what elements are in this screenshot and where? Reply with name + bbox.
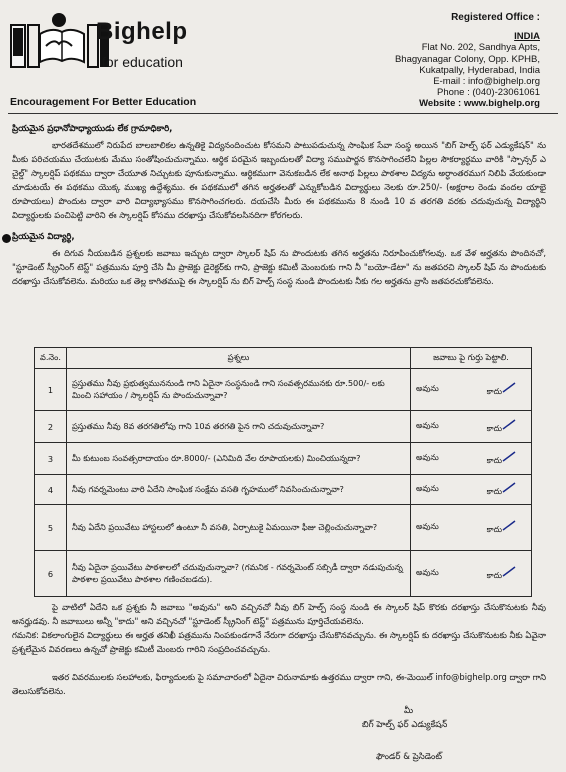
- answer-no[interactable]: కాదు: [487, 566, 516, 582]
- column-header-number: వ.నెం.: [35, 348, 67, 369]
- office-address-line: Kukatpally, Hyderabad, India: [419, 64, 540, 76]
- row-number: 2: [35, 411, 67, 443]
- table-row: [35, 443, 532, 475]
- answer-no[interactable]: కాదు: [487, 451, 516, 467]
- checkmark-icon: [502, 419, 516, 431]
- header-divider: [8, 113, 558, 114]
- intro-paragraph: భారతదేశములో నిరుపేద బాలబాలికల ఉన్నతికై విద్యనందించుట కోసమని పాటుపడుచున్న సాంఘిక సేవా సంస్థ అయిన "బిగ్ హెల్ప్ ఫర్ ఎడ్యుకేషన్" ను మీకు పరిచయము చేయుటకు మేము సంతోషించుచున్నాము. ఆర్థిక పరమైన ఇబ్బందులతో విద్యా సముపార్జన కొనసాగించలేని పిల్లల సౌకర్యార్థము వారికి "స్పాన్సర్ ఎ చైల్డ్" స్కాలర్షిప్ పథకము ద్వారా చేయూత నిచ్చుటకు పూనుకున్నాము. ఆర్థికముగా వెనుకబడిన లేక అనాథ పిల్లలు పాఠశాల విద్యను అర్ధాంతరముగ నిలిపి వేయకుండా చూడుటయే ఈ పథకము యొక్క ముఖ్య ఉద్దేశ్యము. ఈ పథకములో తగిన అర్హతలతో ఎన్నుకోబడిన విద్యార్థులు నెలకు రూ.250/- (అక్షరాల రెండు వందల యాభై రూపాయలు) పొందుట ద్వారా వారి విద్యాభ్యాసము కొనసాగించగలరు. దయచేసి మీరు ఈ పథకమును 8 నుండి 10 వ తరగతి వరకు చదువుచున్న విద్యార్థిని విద్యార్థులకు పంచిపెట్టి వారిని ఈ స్కాలర్షిప్ కోసము దరఖాస్తు చేసుకోవలసినదిగా కోరగలరు.: [12, 140, 546, 220]
- tagline: Encouragement For Better Education: [10, 96, 197, 108]
- row-number: 5: [35, 505, 67, 551]
- column-header-answer: జవాబు పై గుర్తు పెట్టాలి.: [411, 348, 532, 369]
- row-answer-cell: [411, 369, 532, 411]
- answer-no[interactable]: కాదు: [487, 520, 516, 536]
- checkmark-icon: [502, 520, 516, 532]
- registered-office: [340, 12, 540, 110]
- office-address-line: Flat No. 202, Sandhya Apts,: [421, 42, 540, 54]
- row-question: నీవు ఏదైనా ప్రయివేటు పాఠశాలలో చదువుచున్నావా? (గమనిక - గవర్నమెంట్ సబ్సిడీ ద్వారా నడుపుచున్న పాఠశాల ప్రయివేటు పాఠశాల గణించబడదు).: [66, 551, 410, 597]
- answer-yes[interactable]: అవును: [416, 384, 439, 393]
- office-address-line: Bhagyanagar Colony, Opp. KPHB,: [394, 53, 540, 65]
- table-row: [35, 475, 532, 505]
- row-number: 6: [35, 551, 67, 597]
- answer-yes[interactable]: అవును: [416, 453, 439, 462]
- checkmark-icon: [502, 382, 516, 394]
- row-question: ప్రస్తుతము నీవు ప్రభుత్వముననుండి గాని ఏదైనా సంస్థనుండి గాని సంవత్సరమునకు రూ.500/- లకు మించి సహాయం / స్కాలర్షిప్ ను పొందుచున్నావా?: [66, 369, 410, 411]
- contact-paragraph: ఇతర వివరములకు సలహాలకు, ఫిర్యాదులకు పై సమాచారంలో ఏదైనా చిరునామాకు ఉత్తరము ద్వారా గాని, ఈ-మెయిల్ info@bighelp.org ద్వారా గాని తెలుసుకోవలెను.: [12, 672, 546, 696]
- table-header-row: [35, 348, 532, 369]
- bighelp-logo-icon: [10, 10, 110, 76]
- table-row: [35, 551, 532, 597]
- office-country: INDIA: [514, 31, 540, 43]
- row-question: నీవు గవర్నమెంటు వారి ఏదేని సాంఘిక సంక్షేమ వసతి గృహములో నివసించుచున్నావా?: [66, 475, 410, 505]
- row-answer-cell: [411, 551, 532, 597]
- row-number: 4: [35, 475, 67, 505]
- row-answer-cell: [411, 475, 532, 505]
- answer-yes[interactable]: అవును: [416, 568, 439, 577]
- student-paragraph: ఈ దిగువ నీయబడిన ప్రశ్నలకు జవాబు ఇచ్చుట ద్వారా స్కాలర్ షిప్ ను పొందుటకు తగిన అర్హతను నిరూపించుకోగలవు. ఒక వేళ అర్హతను పొందినచో, "స్టూడెంట్ స్క్రీనింగ్ టెస్ట్" పత్రమును పూర్తి చేసి మీ ప్రాజెక్టు డైరెక్టర్‌కు గాని, ప్రాజెక్టు కమిటీ మెంబరుకు గాని నీ "బయో-డేటా" ను జతపరచి స్కాలర్ షిప్ ను పొందుటకు దరఖాస్తు చేసుకోవలెను. మరియు ఒక తెల్ల కాగితముపై ఈ స్కాలర్షిప్ ను బిగ్ హెల్ప్ సంస్థ నుండి పొందుటకు నీకు గల అర్హతను వ్రాసి జతపరచుకోవలెను.: [12, 248, 546, 286]
- table-row: [35, 411, 532, 443]
- row-number: 1: [35, 369, 67, 411]
- row-answer-cell: [411, 505, 532, 551]
- signoff-role: ఫౌండర్ & ప్రెసిడెంట్: [376, 752, 442, 762]
- eligibility-table: [34, 347, 532, 597]
- column-header-questions: ప్రశ్నలు: [66, 348, 410, 369]
- row-number: 3: [35, 443, 67, 475]
- checkmark-icon: [502, 451, 516, 463]
- row-answer-cell: [411, 443, 532, 475]
- signoff-yours: మీ: [404, 706, 414, 716]
- answer-no[interactable]: కాదు: [487, 482, 516, 498]
- note-paragraph: గమనిక: వికలాంగులైన విద్యార్థులు ఈ అర్హత తనిఖీ పత్రమును నింపకుండగానే నేరుగా దరఖాస్తు చేసుకొనవచ్చును. ఈ స్కాలర్షిప్ కు దరఖాస్తు చేసుకొనుటకు నీకు ఏవైనా ప్రశ్నలేమైన వివరణలు ఉన్నచో ప్రాజెక్టు కమిటీ మెంబరు గారిని సంప్రదించవచ్చును.: [12, 630, 546, 654]
- signoff-organization: బిగ్ హెల్ప్ ఫర్ ఎడ్యుకేషన్: [362, 720, 448, 730]
- result-paragraph: పై వాటిలో ఏదేని ఒక ప్రశ్నకు నీ జవాబు "అవును" అని వచ్చినచో నీవు బిగ్ హెల్ప్ సంస్థ నుండి ఈ స్కాలర్ షిప్ కొరకు దరఖాస్తు చేసుకొనుటకు నీవు అనర్హుడవు. నీ జవాబులు అన్నీ "కాదు" అని వచ్చినచో "స్టూడెంట్ స్క్రీనింగ్ టెస్ట్" పత్రమును పూర్తిచేయవలెను.: [12, 602, 546, 626]
- answer-yes[interactable]: అవును: [416, 484, 439, 493]
- row-answer-cell: [411, 411, 532, 443]
- brand-name: Bighelp: [96, 18, 188, 45]
- table-row: [35, 505, 532, 551]
- salutation-student: ప్రియమైన విద్యార్థి,: [12, 232, 75, 242]
- office-website: Website : www.bighelp.org: [419, 98, 540, 110]
- checkmark-icon: [502, 482, 516, 494]
- salutation-headmaster: ప్రియమైన ప్రధానోపాధ్యాయుడు లేక గ్రామాధికారి,: [12, 124, 173, 134]
- checkmark-icon: [502, 566, 516, 578]
- answer-no[interactable]: కాదు: [487, 382, 516, 398]
- row-question: మీ కుటుంబ సంవత్సరాదాయం రూ.8000/- (ఎనిమిది వేల రూపాయలకు) మించియున్నదా?: [66, 443, 410, 475]
- bullet-dot: [2, 234, 11, 243]
- answer-no[interactable]: కాదు: [487, 419, 516, 435]
- row-question: నీవు ఏదేని ప్రయివేటు హాస్టలులో ఉంటూ నీ వసతి, ఏర్పాటుకై ఏమయినా ఫీజు చెల్లించుచున్నావా?: [66, 505, 410, 551]
- office-title: Registered Office :: [451, 12, 540, 23]
- table-row: [35, 369, 532, 411]
- office-email: E-mail : info@bighelp.org: [433, 76, 540, 88]
- row-question: ప్రస్తుతము నీవు 8వ తరగతిలోపు గాని 10వ తరగతి పైన గాని చదువుచున్నావా?: [66, 411, 410, 443]
- office-phone: Phone : (040)-23061061: [437, 87, 540, 99]
- answer-yes[interactable]: అవును: [416, 522, 439, 531]
- answer-yes[interactable]: అవును: [416, 421, 439, 430]
- brand-subtitle: for education: [102, 54, 183, 70]
